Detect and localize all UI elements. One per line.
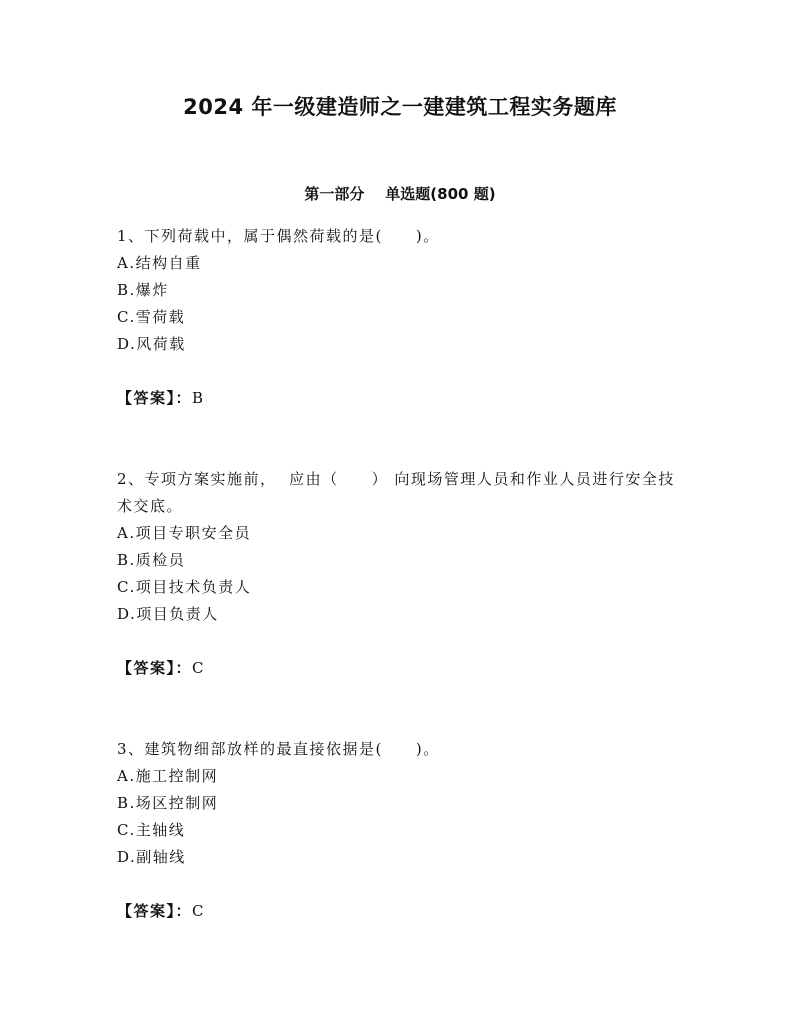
question-stem: 2、专项方案实施前， 应由（ ） 向现场管理人员和作业人员进行安全技术交底。 (117, 470, 675, 515)
option-a: A.项目专职安全员 (117, 524, 252, 542)
option-c: C.主轴线 (117, 821, 186, 839)
question-stem: 3、建筑物细部放样的最直接依据是( )。 (117, 740, 440, 758)
option-list (117, 763, 687, 871)
question-3 (117, 736, 687, 925)
answer-line (117, 385, 687, 412)
answer-separator: ： (175, 389, 193, 407)
section-title: 第一部分 单选题(800 题) (304, 185, 496, 203)
answer-value: C (192, 659, 206, 677)
option-c: C.项目技术负责人 (117, 578, 252, 596)
question-list (117, 223, 687, 925)
answer-label: 【答案】 (117, 389, 176, 407)
option-d: D.项目负责人 (117, 605, 219, 623)
option-b: B.爆炸 (117, 281, 169, 299)
answer-label: 【答案】 (117, 659, 176, 677)
answer-line (117, 898, 687, 925)
option-a: A.施工控制网 (117, 767, 219, 785)
option-d: D.副轴线 (117, 848, 186, 866)
answer-value: C (192, 902, 206, 920)
document-title: 2024 年一级建造师之一建建筑工程实务题库 (183, 95, 617, 119)
question-stem: 1、下列荷载中，属于偶然荷载的是( )。 (117, 227, 440, 245)
question-gap (117, 682, 687, 736)
option-d: D.风荷载 (117, 335, 186, 353)
answer-separator: ： (175, 902, 193, 920)
option-b: B.质检员 (117, 551, 186, 569)
answer-label: 【答案】 (117, 902, 176, 920)
question-2 (117, 466, 687, 682)
option-list (117, 250, 687, 358)
question-gap (117, 412, 687, 466)
answer-separator: ： (175, 659, 193, 677)
answer-line (117, 655, 687, 682)
question-1 (117, 223, 687, 412)
option-list (117, 520, 687, 628)
option-a: A.结构自重 (117, 254, 202, 272)
answer-value: B (192, 389, 205, 407)
option-c: C.雪荷载 (117, 308, 186, 326)
option-b: B.场区控制网 (117, 794, 219, 812)
